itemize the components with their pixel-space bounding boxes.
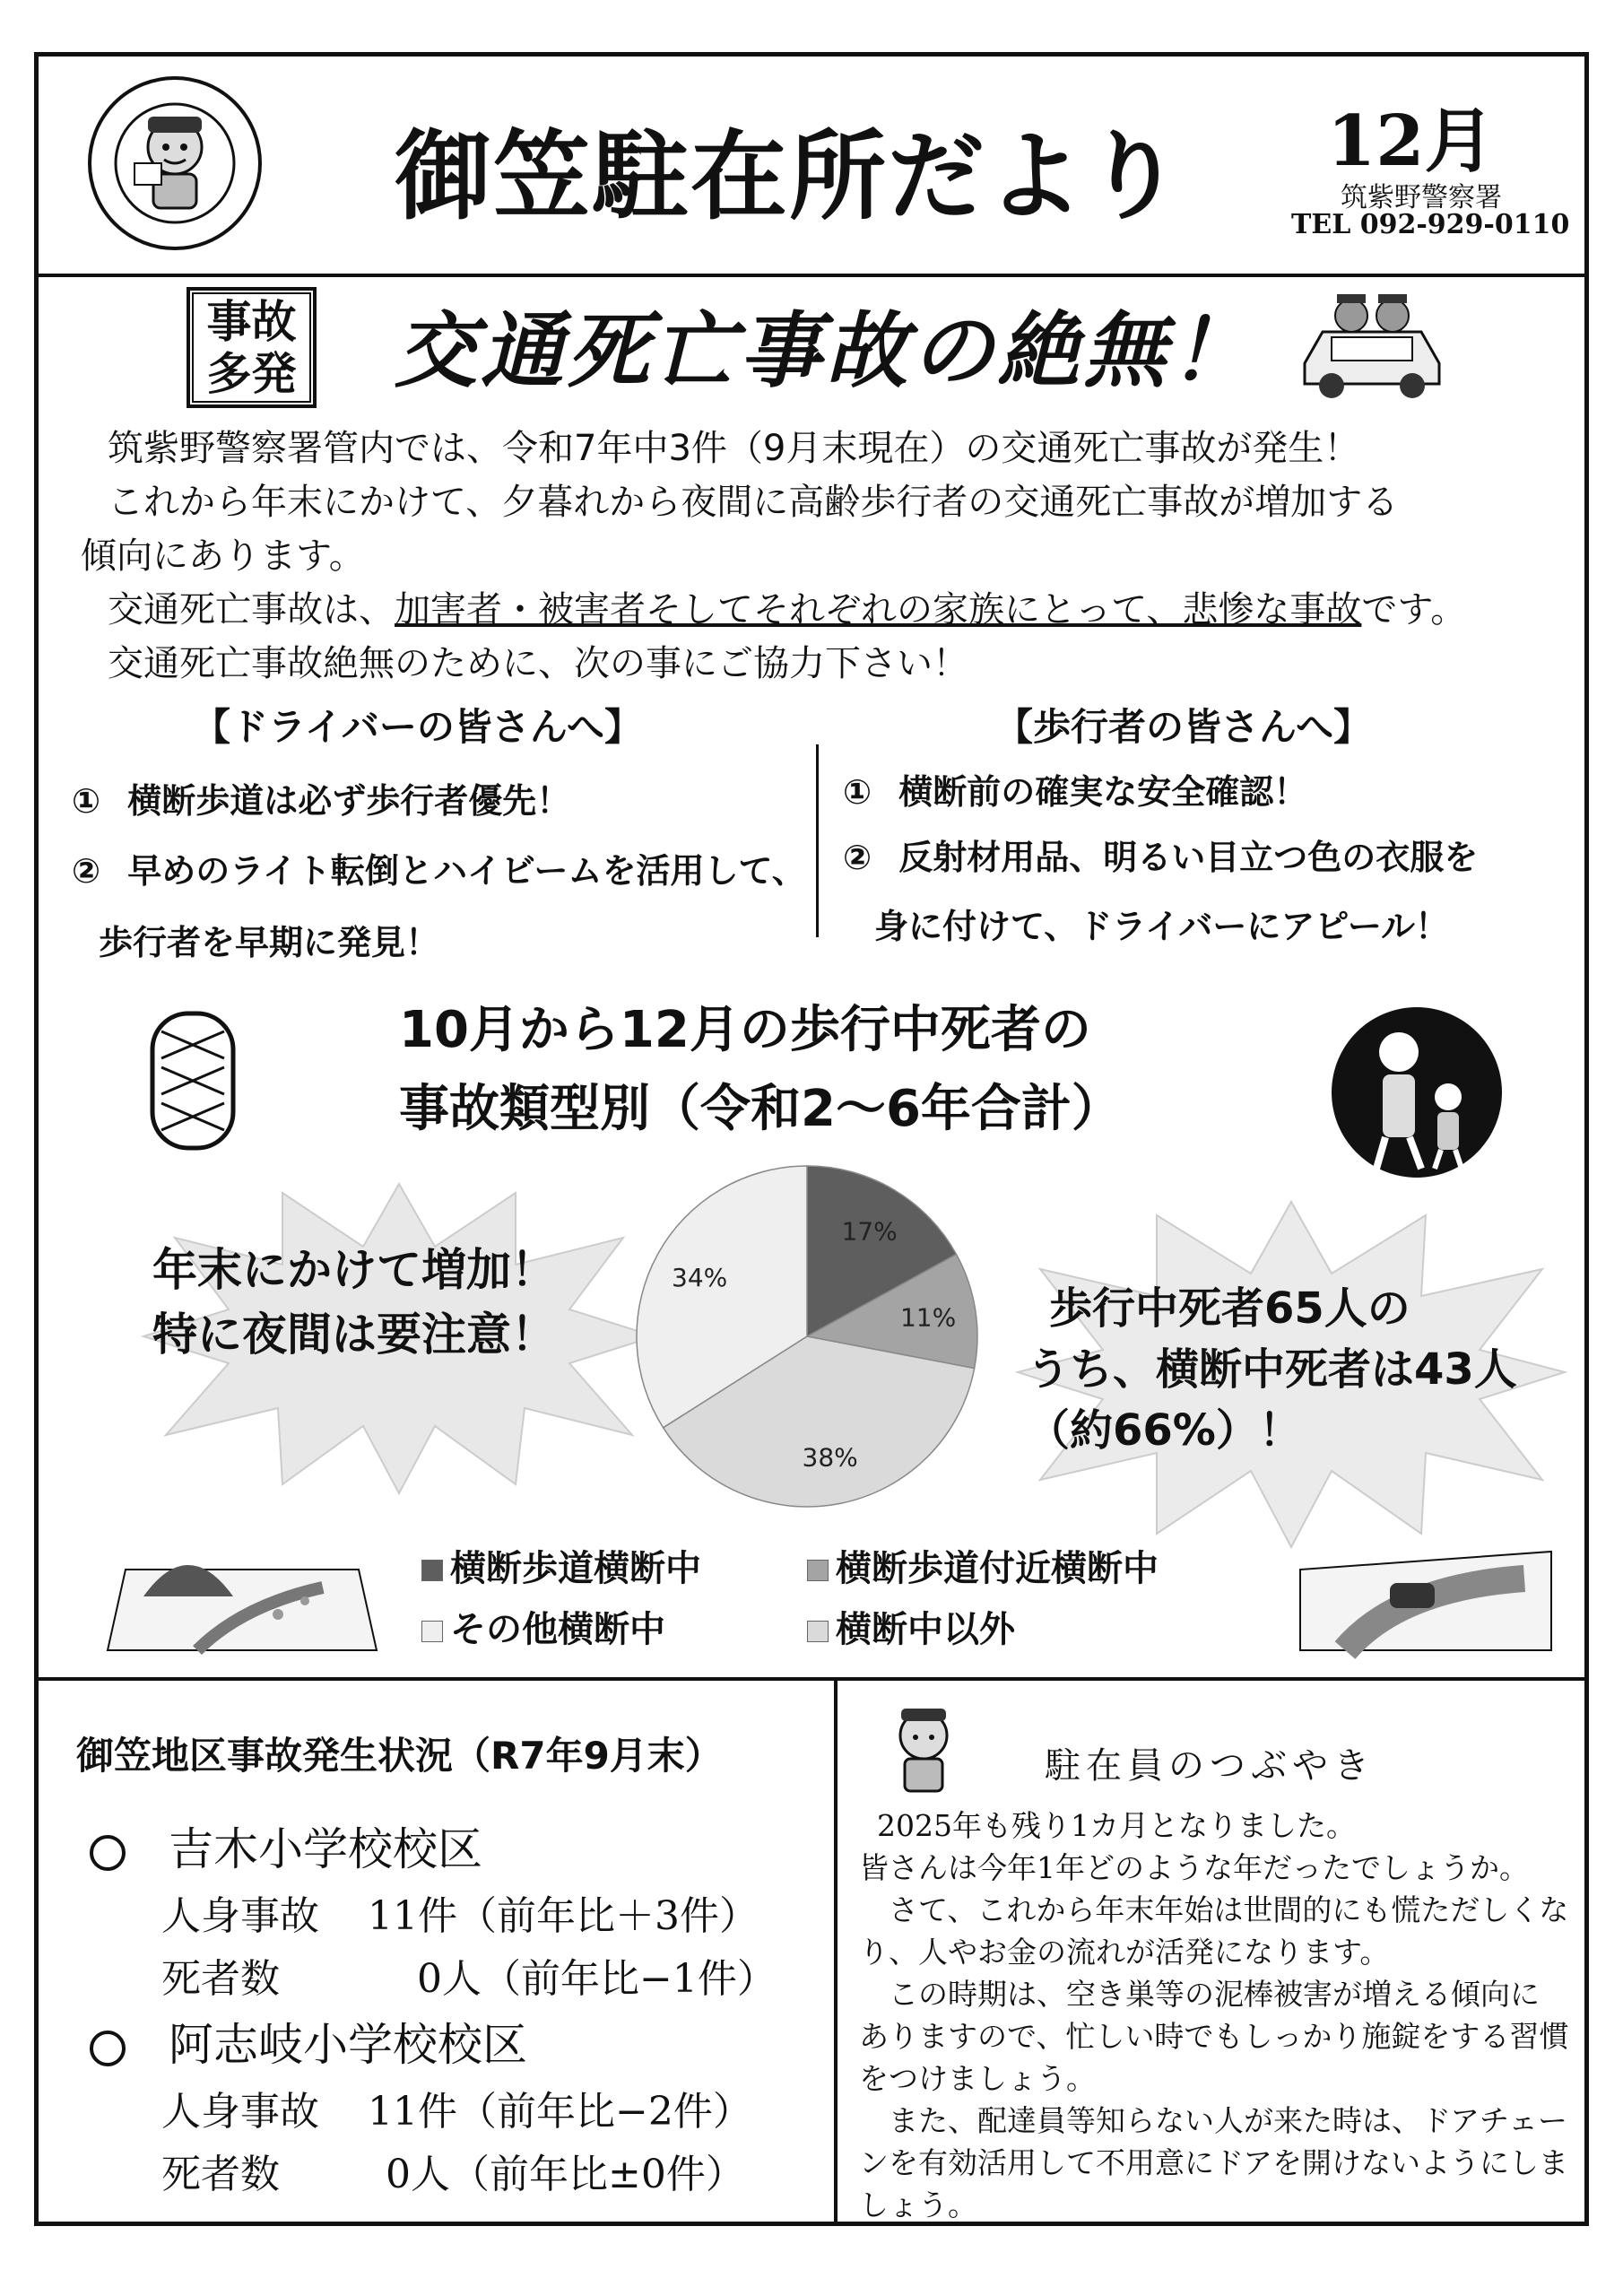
chart-title: [399, 991, 1122, 1149]
driver-item-2: [72, 843, 806, 892]
intro-line: 交通死亡事故絶無のために、次の事にご協力下さい！: [108, 643, 968, 684]
murmur-line: 2025年も残り1カ月となりました。: [877, 1808, 1356, 1843]
injury-stat: [161, 1883, 759, 1941]
burst-line: 歩行中死者65人の: [1049, 1283, 1410, 1334]
murmur-line: また、配達員等知らない人が来た時は、ドアチェー: [859, 2103, 1568, 2138]
snowy-road-car-illustration: [1291, 1516, 1560, 1659]
school-district-name: [90, 2009, 527, 2074]
underlined-phrase: 加害者・被害者そしてそれぞれの家族にとって、悲惨な事故: [395, 589, 1362, 631]
stats-title: 御笠地区事故発生状況（R7年9月末）: [76, 1734, 723, 1778]
intro-line: これから年末にかけて、夕暮れから夜間に高齢歩行者の交通死亡事故が増加する: [108, 482, 1399, 523]
badge-inner-border: [192, 292, 311, 403]
legend-label: その他横断中: [450, 1609, 665, 1650]
murmur-line: しょう。: [859, 2187, 977, 2222]
burst-line: うち、横断中死者は43人: [1027, 1344, 1517, 1395]
murmur-text: [859, 1805, 1576, 2226]
left-burst-text: [152, 1238, 556, 1367]
badge-line-1: 事故: [206, 295, 297, 348]
legend-item: [807, 1601, 1015, 1652]
police-logo: [85, 74, 265, 253]
pie-slice-label: 34%: [672, 1263, 728, 1293]
pie-slice-label: 17%: [841, 1216, 898, 1247]
murmur-line: この時期は、空き巣等の泥棒被害が増える傾向に: [859, 1977, 1540, 2012]
stat-value: 0人（前年比−1件）: [417, 1956, 777, 2002]
legend-item: [421, 1601, 665, 1652]
school-name: 吉木小学校校区: [169, 1823, 482, 1875]
header-divider: [34, 274, 1589, 277]
legend-label: 横断中以外: [836, 1609, 1015, 1650]
item-text: 反射材用品、明るい目立つ色の衣服を: [898, 838, 1479, 877]
police-station-name: 筑紫野警察署: [1341, 182, 1502, 213]
pedestrian-item-2-cont: 身に付けて、ドライバーにアピール！: [874, 907, 1450, 946]
issue-month: 12月: [1327, 100, 1495, 182]
item-number: ①: [843, 772, 872, 812]
stat-label: 死者数: [161, 1956, 280, 2002]
injury-stat: [161, 2079, 752, 2136]
police-mascot-icon: [874, 1700, 973, 1798]
item-text: 早めのライト転倒とハイビームを活用して、: [127, 851, 806, 891]
murmur-line: り、人やお金の流れが活発になります。: [859, 1935, 1390, 1970]
stat-label: 人身事故: [161, 2089, 319, 2135]
tire-chain-illustration: [135, 1004, 251, 1157]
burst-line: （約66%）！: [1027, 1405, 1302, 1456]
murmur-title: 駐在員のつぶやき: [1045, 1745, 1375, 1787]
section-divider: [34, 1677, 1589, 1681]
school-district-name: [90, 1813, 482, 1878]
stat-value: 11件（前年比−2件）: [368, 2089, 752, 2135]
item-number: ①: [72, 781, 101, 821]
legend-swatch: [421, 1560, 443, 1581]
intro-text: [81, 422, 1587, 691]
pedestrian-item-1: [843, 764, 1307, 813]
pedestrian-item-2: [843, 830, 1478, 879]
intro-line: 傾向にあります。: [81, 535, 365, 577]
legend-swatch: [807, 1621, 829, 1642]
legend-swatch: [421, 1621, 443, 1642]
stat-value: 0人（前年比±0件）: [386, 2152, 745, 2197]
chart-title-line-2: 事故類型別（令和2～6年合計）: [399, 1080, 1122, 1138]
burst-line: 年末にかけて増加！: [152, 1244, 556, 1296]
murmur-line: 皆さんは今年1年どのような年だったでしょうか。: [859, 1850, 1529, 1885]
driver-item-1: [72, 773, 570, 822]
driver-item-2-cont: 歩行者を早期に発見！: [99, 923, 440, 962]
legend-swatch: [807, 1560, 829, 1581]
school-name: 阿志岐小学校校区: [169, 2019, 527, 2071]
intro-line: 筑紫野警察署管内では、令和7年中3件（9月末現在）の交通死亡事故が発生！: [108, 428, 1360, 469]
intro-line: [81, 583, 1587, 637]
newsletter-title: 御笠駐在所だより: [395, 120, 1185, 233]
item-text: 横断歩道は必ず歩行者優先！: [127, 781, 571, 821]
pie-slice-label: 38%: [802, 1442, 858, 1473]
murmur-line: さて、これから年末年始は世間的にも慌ただしくな: [859, 1892, 1569, 1927]
item-number: ②: [72, 851, 101, 891]
chart-title-line-1: 10月から12月の歩行中死者の: [399, 1001, 1091, 1059]
intro-text-part: です。: [1361, 589, 1467, 631]
circle-bullet-icon: [90, 2031, 126, 2066]
badge-line-2: 多発: [206, 347, 297, 400]
bottom-column-divider: [834, 1677, 838, 2226]
stat-value: 11件（前年比＋3件）: [368, 1893, 759, 1939]
pedestrians-heading: 【歩行者の皆さんへ】: [995, 705, 1372, 749]
circle-bullet-icon: [90, 1835, 126, 1871]
right-burst-text: [1027, 1278, 1517, 1461]
night-pedestrians-illustration: [1327, 1003, 1506, 1182]
murmur-line: ありますので、忙しい時でもしっかり施錠をする習慣: [859, 2019, 1569, 2054]
snowy-tunnel-illustration: [90, 1516, 395, 1659]
legend-label: 横断歩道横断中: [450, 1548, 701, 1589]
burst-line: 特に夜間は要注意！: [152, 1309, 556, 1361]
death-stat: [161, 1946, 777, 2004]
legend-item: [421, 1540, 701, 1591]
column-divider: [816, 744, 819, 937]
stat-label: 死者数: [161, 2152, 280, 2197]
death-stat: [161, 2142, 745, 2199]
murmur-line: ンを有効活用して不用意にドアを開けないようにしま: [859, 2145, 1569, 2180]
police-car-illustration: [1296, 278, 1448, 404]
item-number: ②: [843, 838, 872, 877]
phone-number: TEL 092-929-0110: [1291, 209, 1570, 240]
drivers-heading: 【ドライバーの皆さんへ】: [193, 705, 643, 749]
intro-text-part: 交通死亡事故は、: [108, 589, 395, 631]
legend-label: 横断歩道付近横断中: [836, 1548, 1159, 1589]
headline: 交通死亡事故の絶無！: [395, 303, 1256, 399]
murmur-line: をつけましょう。: [859, 2061, 1096, 2096]
pie-chart: [610, 1139, 1004, 1534]
stat-label: 人身事故: [161, 1893, 319, 1939]
legend-item: [807, 1540, 1159, 1591]
pie-slice-label: 11%: [899, 1302, 957, 1333]
item-text: 横断前の確実な安全確認！: [898, 772, 1308, 812]
